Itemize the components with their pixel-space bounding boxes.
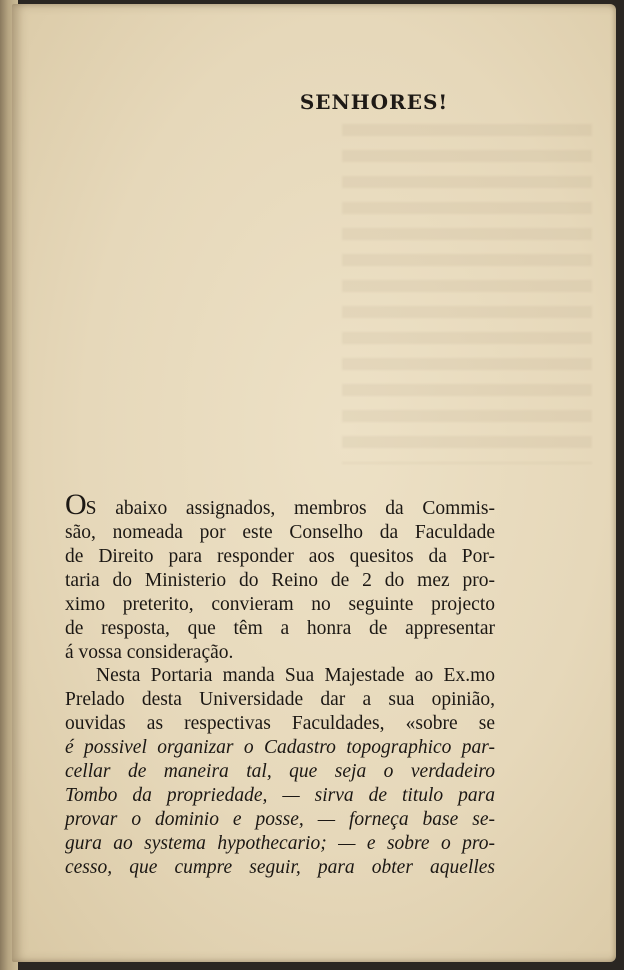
paragraph-2	[65, 664, 495, 880]
paragraph-1-line-1	[65, 488, 495, 521]
paragraph-2-line-5: cellar de maneira tal, que seja o verdadeiro	[65, 761, 495, 782]
paragraph-1-line-1-text: S abaixo assignados, membros da Commis-	[85, 498, 495, 519]
paragraph-1-line-4: taria do Ministerio do Reino de 2 do mez pro-	[65, 570, 495, 591]
page	[12, 4, 616, 962]
paragraph-1-line-7: á vossa consideração.	[65, 642, 234, 663]
show-through-text	[342, 124, 592, 464]
paragraph-1-line-6: de resposta, que têm a honra de appresentar	[65, 618, 495, 639]
drop-cap: O	[65, 488, 86, 521]
paragraph-1-line-3: de Direito para responder aos quesitos da Por-	[65, 546, 495, 567]
paragraph-2-line-9: cesso, que cumpre seguir, para obter aquelles	[65, 857, 495, 878]
paragraph-2-line-8: gura ao systema hypothecario; — e sobre o pro-	[65, 833, 495, 854]
paragraph-2-line-7: provar o dominio e posse, — forneça base se-	[65, 809, 495, 830]
paragraph-2-line-6: Tombo da propriedade, — sirva de titulo para	[65, 785, 495, 806]
paragraph-1	[65, 488, 495, 665]
paragraph-1-line-5: ximo preterito, convieram no seguinte projecto	[65, 594, 495, 615]
paragraph-2-line-2: Prelado desta Universidade dar a sua opinião,	[65, 689, 495, 710]
page-heading: SENHORES!	[299, 90, 449, 114]
paragraph-2-line-1: Nesta Portaria manda Sua Majestade ao Ex.mo	[96, 665, 495, 686]
paragraph-1-line-2: são, nomeada por este Conselho da Faculdade	[65, 522, 495, 543]
paragraph-2-line-4: é possivel organizar o Cadastro topographico par-	[65, 737, 495, 758]
paragraph-2-line-3: ouvidas as respectivas Faculdades, «sobre se	[65, 713, 495, 734]
